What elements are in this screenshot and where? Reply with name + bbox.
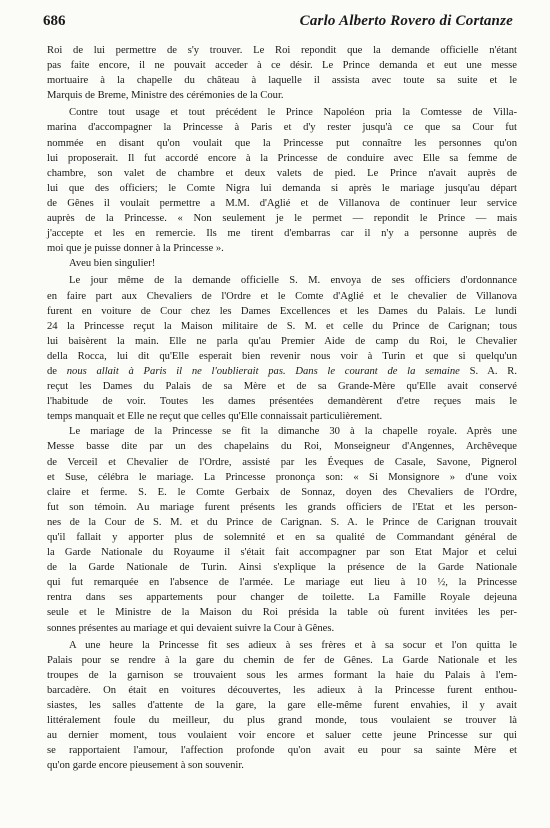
body-text: [47, 43, 517, 774]
text-line: Le mariage de la Princesse se fit la dimanche 30 à la chapelle royale. Après une: [69, 426, 517, 438]
text-line: Palais pour se rendre à la gare du chemin de fer de Gênes. La Garde Nationale et les: [47, 654, 517, 666]
text-line: furent en voiture de Cour chez les Dames Excellences et les Dames du Palais. Le lundi: [47, 305, 517, 317]
text-line: nommée en disant qu'on voulait que la Princesse put connaître les personnes qu'on: [47, 137, 517, 149]
text-line: reçut les Dames du Palais de sa Mère et de sa Grande-Mère qu'Elle avait conservé: [47, 381, 517, 393]
text-line: seule et le Ministre de la Maison du Roi présida la table où furent invitées les per-: [47, 607, 517, 619]
text-segment: de: [47, 365, 67, 377]
text-line: littéralement foule du meilleur, du plus grand monde, tous voulaient se trouver là: [47, 715, 517, 727]
text-line: marina d'accompagner la Princesse à Paris et d'y rester jusqu'à ce que sa Cour fut: [47, 122, 517, 134]
page-number: 686: [43, 13, 66, 29]
text-line: qu'on garde encore pieusement à son souvenir.: [47, 760, 244, 772]
page-header: [43, 13, 513, 37]
text-line: Marquis de Breme, Ministre des cérémonies de la Cour.: [47, 90, 284, 102]
text-line: mortuaire à la chapelle du château à laquelle il assista avec toute sa suite et le: [47, 75, 517, 87]
text-line: barcadère. On était en voitures découvertes, les adieux à la Princesse furent enthou-: [47, 684, 517, 696]
text-line-with-italics: [47, 364, 517, 379]
text-line: moi que je puisse donner à la Princesse ».: [47, 243, 224, 255]
paragraph-5: [47, 424, 517, 635]
running-title: Carlo Alberto Rovero di Cortanze: [299, 13, 513, 29]
text-line: troupes de la garnison se trouvaient sous les armes formant la haie du Palais à l'em-: [47, 669, 517, 681]
italic-segment: nous allait à Paris il ne l'oublierait pas. Dans le courant de la semaine: [66, 365, 460, 377]
paragraph-6: [47, 638, 517, 774]
text-line: j'accepte et les en remercie. Ils me tirent d'embarras car il n'y a personne auprès de: [47, 228, 517, 240]
text-line: temps manquait et Elle ne reçut que celles qu'Elle connaissait particulièrement.: [47, 411, 383, 423]
paragraph-1: [47, 43, 517, 103]
text-line: chambre, son valet de chambre et deux valets de pied. Le Prince n'avait auprès de: [47, 167, 517, 179]
text-line: lui baisèrent la main. Elle ne parla qu'au Premier Aide de camp du Roi, le Chevalier: [47, 335, 517, 347]
text-line: de Verceil et Chevalier de l'Ordre, assisté par les Éveques de Casale, Savone, Pignerol: [47, 456, 517, 468]
text-line: rentra dans ses appartements pour changer de toilette. La Famille Royale dejeuna: [47, 592, 517, 604]
text-line: pas faite encore, il ne pouvait acceder à ce désir. Le Prince demanda et eut une messe: [47, 60, 517, 72]
text-line: fut son témoin. Au mariage furent présents les grands officiers de l'Etat et les person-: [47, 501, 517, 513]
text-line: lui proposerait. Il fut accordé encore à la Princesse de conduire avec Elle sa femme de: [47, 152, 517, 164]
paragraph-3: [47, 256, 517, 271]
text-line: et Suse, célébra le mariage. La Princesse prononça son: « Si Monsignore » d'une voix: [47, 471, 517, 483]
text-line: Messe basse dite par un des chapelains du Roi, Monseigneur d'Angennes, Archêveque: [47, 441, 517, 453]
text-line: sonnes présentes au mariage et qui devaient suivre la Cour à Gênes.: [47, 622, 335, 634]
text-line: lui que des officiers; le Comte Nigra lui demanda si après le mariage jusqu'au départ: [47, 182, 517, 194]
paragraph-2: [47, 105, 517, 256]
text-line: auprès de la Princesse. « Non seulement je le permet — repondit le Prince — mais: [47, 213, 517, 225]
text-line: qu'il fallait y apporter plus de solemnité et en sa qualité de Commandant général de: [47, 532, 517, 543]
text-line: au dernier moment, tous voulaient voir encore et saluer cette jeune Princesse sur qui: [47, 730, 517, 742]
text-line: l'habitude de voir. Toutes les dames présentées demandèrent d'etre reçues mais le: [47, 396, 517, 408]
text-line: qui fut remarquée en l'absence de l'armée. Le mariage eut lieu à 10 ½, la Princesse: [47, 577, 517, 589]
paragraph-4: [47, 273, 517, 424]
text-line: Aveu bien singulier!: [69, 258, 156, 270]
text-line: de Gênes il voulait permettre a M.M. d'Aglié et de Villanova de continuer leur service: [47, 197, 517, 209]
text-line: Roi de lui permettre de s'y trouver. Le Roi repondit que la demande officielle n'étant: [47, 45, 517, 56]
text-line: 24 la Princesse reçut la Maison militaire de S. M. et celle du Prince de Carignan; tous: [47, 320, 517, 332]
text-segment: S. A. R.: [459, 365, 517, 377]
text-line: nes de la Cour de S. M. et du Prince de Carignan. S. A. le Prince de Carignan trouvait: [47, 516, 517, 528]
text-line: la Garde Nationale du Royaume il s'était fait accompagner par son Etat Major et celui: [47, 547, 517, 559]
text-line: A une heure la Princesse fit ses adieux à ses frères et à sa socur et l'on quitta le: [69, 639, 517, 651]
text-line: claire et ferme. S. E. le Comte Gerbaix de Sonnaz, doyen des Chevaliers de l'Ordre,: [47, 486, 517, 498]
text-line: se rapportaient l'amour, l'affection profonde qu'on avait eu pour sa sainte Mère et: [47, 745, 517, 757]
text-line: en faire part aux Chevaliers de l'Ordre et le Comte d'Aglié et le chevalier de Villanova: [47, 290, 517, 302]
text-line: della Rocca, lui dit qu'Elle esperait bien revenir nous voir à Turin et que si quelqu'un: [47, 350, 517, 362]
text-line: Contre tout usage et tout précédent le Prince Napoléon pria la Comtesse de Villa-: [69, 107, 517, 119]
text-line: Le jour même de la demande officielle S. M. envoya de ses officiers d'ordonnance: [69, 275, 517, 287]
text-line: de la Garde Nationale de Turin. Ainsi s'explique la présence de la Garde Nationale: [47, 562, 517, 574]
text-line: siastes, les salles d'attente de la gare, la gare elle-même furent envahies, il y avait: [47, 700, 517, 712]
